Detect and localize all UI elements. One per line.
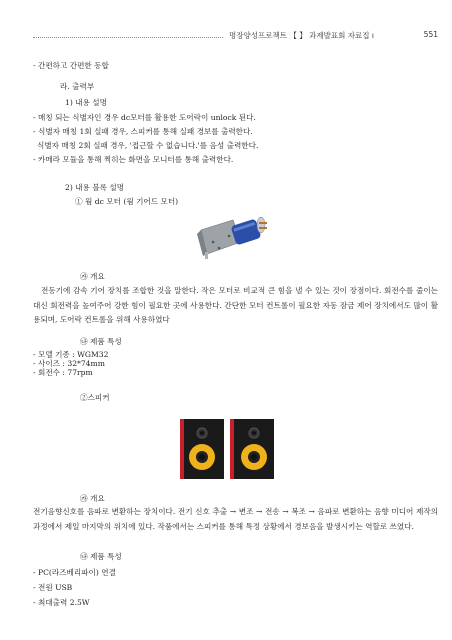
worm-gear-motor-image xyxy=(193,210,273,260)
subsection-heading: 2) 내용 블록 설명 xyxy=(65,183,125,192)
bullet-line: - 매칭 되는 식별자인 경우 dc모터를 활용한 도어락이 unlock 된다. xyxy=(33,113,256,122)
bullet-line: - 간편하고 간편한 동합 xyxy=(33,61,109,70)
spec-line: - 회전수 : 77rpm xyxy=(33,368,93,377)
subsection-heading: 1) 내용 설명 xyxy=(65,98,107,107)
bullet-line: - 식별자 매칭 1회 실패 경우, 스피커를 통해 실패 경보를 출력한다. xyxy=(33,127,253,136)
spec-line: - 전원 USB xyxy=(33,583,73,592)
item-subheading: ㉮ 개요 xyxy=(80,494,105,503)
paragraph: 전기음향신호를 음파로 변환하는 장치이다. 전기 신호 추출 → 변조 → 전송 → 복조 → 음파로 변환하는 음향 미디어 제작의 과정에서 제일 마지막의 위치에 있다. 작품에서는 스피커를 통해 특정 상황에서 경보음을 발생시키는 역할로 쓰였다. xyxy=(33,507,438,531)
spec-line: - 모델 기종 : WGM32 xyxy=(33,350,109,359)
bullet-line: 식별자 매칭 2회 실패 경우, '접근할 수 없습니다.'를 음성 출력한다. xyxy=(37,141,259,150)
item-subheading: ㉯ 제품 특성 xyxy=(80,552,122,561)
header-dotted-rule xyxy=(33,37,223,38)
item-heading: ① 웜 dc 모터 (웜 기어드 모터) xyxy=(75,197,179,206)
bullet-line: - 카메라 모듈을 통해 찍히는 화면을 모니터를 통해 출력한다. xyxy=(33,155,234,164)
item-subheading: ㉮ 개요 xyxy=(80,272,105,281)
page-header xyxy=(33,30,438,44)
section-heading: 라. 출력부 xyxy=(60,82,95,91)
header-title: 명장양성프로젝트 【 】 과제발표회 자료집 ı xyxy=(229,31,374,40)
speaker-image xyxy=(176,415,278,483)
spec-line: - 최대출력 2.5W xyxy=(33,598,90,607)
spec-line: - 사이즈 : 32*74mm xyxy=(33,359,105,368)
spec-line: - PC(라즈베리파이) 연결 xyxy=(33,568,116,577)
item-heading: ②스피커 xyxy=(80,393,110,402)
paragraph: 전동기에 감속 기어 장치를 조합한 것을 말한다. 작은 모터로 비교적 큰 힘을 낼 수 있는 것이 장점이다. 회전수를 줄이는 대신 회전력을 높여주어 강한 힘이 필요한 곳에 사용한다. 간단한 모터 컨트롤이 필요한 자동 잠금 제어 장치에서도 많이 활용되며, 도어락 컨트롤을 위해 사용하였다 xyxy=(33,286,438,324)
page-number: 551 xyxy=(423,30,438,39)
item-subheading: ㉯ 제품 특성 xyxy=(80,337,122,346)
